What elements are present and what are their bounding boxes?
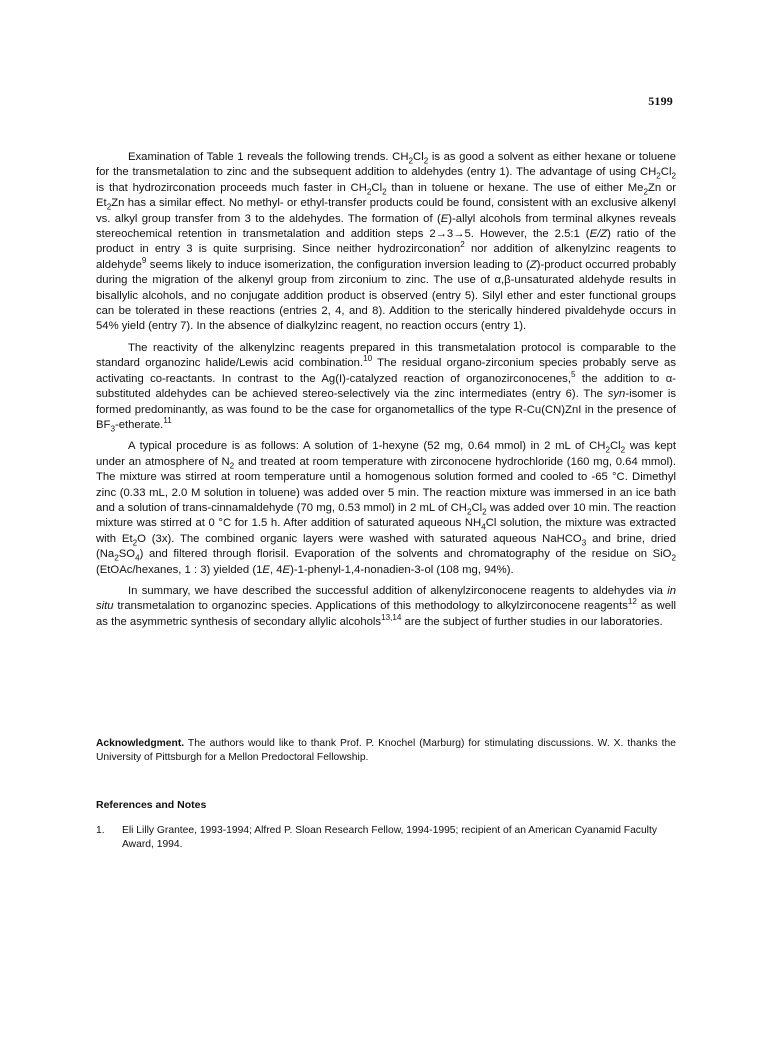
acknowledgment-heading: Acknowledgment. xyxy=(96,738,185,749)
paragraph-table-trends: Examination of Table 1 reveals the following trends. $CH_2Cl_2$ is as good a solvent as either hexane or toluene for the transmetalation to zinc and the subsequent addition to aldehydes (entry 1). The advantage of using $CH_2Cl_2$ is that hydrozirconation proceeds much faster in $CH_2Cl_2$ than in toluene or hexane. The use of either $Me_2Zn$ or $Et_2Zn$ has a similar effect. No methyl- or ethyl-transfer products could be found, consistent with an exclusive alkenyl vs. alkyl group transfer from 3 to the aldehydes. The formation of (E)-allyl alcohols from terminal alkynes reveals stereochemical retention in transmetalation and addition steps 2→3→5. However, the 2.5:1 (E/Z) ratio of the product in entry 3 is quite surprising. Since neither hydrozirconation$^2$ nor addition of alkenylzinc reagents to aldehyde$^9$ seems likely to induce isomerization, the configuration inversion leading to (Z)-product occurred probably during the migration of the alkenyl group from zirconium to zinc. The use of α,β-unsaturated aldehyde results in bisallylic alcohols, and no conjugate addition product is observed (entry 5). Silyl ether and ester functional groups can be tolerated in these reactions (entries 2, 4, and 8). Addition to the sterically hindered pivaldehyde occurs in 54% yield (entry 7). In the absence of dialkylzinc reagent, no reaction occurs (entry 1). xyxy=(96,151,676,333)
reference-item xyxy=(96,824,676,852)
paragraph-summary: In summary, we have described the successful addition of alkenylzirconocene reagents to aldehydes via in situ transmetalation to organozinc species. Applications of this methodology to alkylzirconocene reagents$^{12}$ as well as the asymmetric synthesis of secondary allylic alcohols$^{13,14}$ are the subject of further studies in our laboratories. xyxy=(96,584,676,628)
paragraph-reactivity: The reactivity of the alkenylzinc reagents prepared in this transmetalation protocol is comparable to the standard organozinc halide/Lewis acid combination.$^{10}$ The residual organo-zirconium species probably serve as activating co-reactants. In contrast to the Ag(I)-catalyzed reaction of organozirconocenes,$^5$ the addition to α-substituted aldehydes can be achieved stereo-selectively via the zinc intermediates (entry 6). The syn-isomer is formed predominantly, as was found to be the case for organometallics of the type R-Cu(CN)ZnI in the presence of $BF_3-etherate.^{11}$ xyxy=(96,341,676,434)
reference-text: Eli Lilly Grantee, 1993-1994; Alfred P. Sloan Research Fellow, 1994-1995; recipient of an American Cyanamid Faculty Award, 1994. xyxy=(122,825,657,850)
main-text xyxy=(96,150,676,636)
paragraph-typical-procedure: A typical procedure is as follows: A solution of 1-hexyne (52 mg, 0.64 mmol) in 2 mL of $CH_2Cl_2$ was kept under an atmosphere of $N_2$ and treated at room temperature with zirconocene hydrochloride (160 mg, 0.64 mmol). The mixture was stirred at room temperature until a homogenous solution formed and cooled to -65 °C. Dimethyl zinc (0.33 mL, 2.0 M solution in toluene) was added over 5 min. The reaction mixture was immersed in an ice bath and a solution of trans-cinnamaldehyde (70 mg, 0.53 mmol) in 2 mL of $CH_2Cl_2$ was added over 10 min. The reaction mixture was stirred at 0 °C for 1.5 h. After addition of saturated aqueous $NH_4Cl$ solution, the mixture was extracted with $Et_2O$ (3x). The combined organic layers were washed with saturated aqueous NaHCO$_3$ and brine, dried $(Na_2SO_4)$ and filtered through florisil. Evaporation of the solvents and chromatography of the residue on SiO$_2$ (EtOAc/hexanes, 1 : 3) yielded (1E, 4E)-1-phenyl-1,4-nonadien-3-ol (108 mg, 94%). xyxy=(96,440,676,576)
page-number: 5199 xyxy=(648,94,673,108)
acknowledgment xyxy=(96,737,676,765)
references-heading: References and Notes xyxy=(96,799,207,811)
reference-number: 1. xyxy=(96,825,105,836)
acknowledgment-text: The authors would like to thank Prof. P. Knochel (Marburg) for stimulating discussions. W. X. thanks the University of Pittsburgh for a Mellon Predoctoral Fellowship. xyxy=(96,738,676,763)
